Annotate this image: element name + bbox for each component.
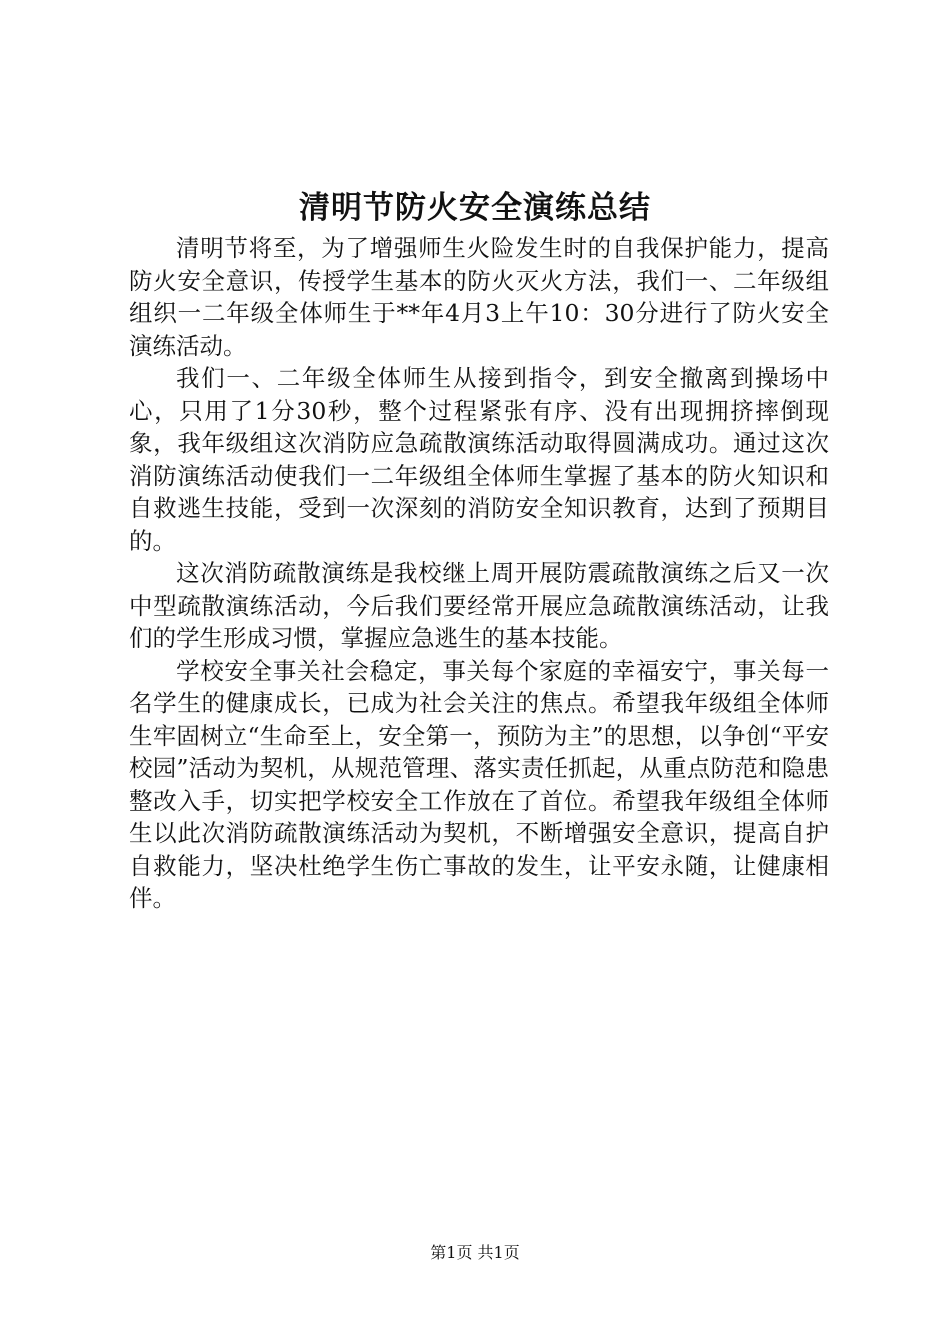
paragraph-4: 学校安全事关社会稳定，事关每个家庭的幸福安宁，事关每一名学生的健康成长，已成为社会关注的焦点。希望我年级组全体师生牢固树立“生命至上，安全第一，预防为主”的思想，以争创“平安校园”活动为契机，从规范管理、落实责任抓起，从重点防范和隐患整改入手，切实把学校安全工作放在了首位。希望我年级组全体师生以此次消防疏散演练活动为契机，不断增强安全意识，提高自护自救能力，坚决杜绝学生伤亡事故的发生，让平安永随，让健康相伴。 bbox=[129, 656, 829, 912]
document-title: 清明节防火安全演练总结 bbox=[299, 190, 651, 226]
paragraph-1: 清明节将至，为了增强师生火险发生时的自我保护能力，提高防火安全意识，传授学生基本的防火灭火方法，我们一、二年级组组织一二年级全体师生于**年4月3上午10：30分进行了防火安全演练活动。 bbox=[129, 234, 829, 360]
document-body bbox=[129, 232, 829, 915]
page-number-footer: 第1页 共1页 bbox=[430, 1243, 520, 1262]
paragraph-2: 我们一、二年级全体师生从接到指令，到安全撤离到操场中心，只用了1分30秒，整个过程紧张有序、没有出现拥挤摔倒现象，我年级组这次消防应急疏散演练活动取得圆满成功。通过这次消防演练活动使我们一二年级组全体师生掌握了基本的防火知识和自救逃生技能，受到一次深刻的消防安全知识教育，达到了预期目的。 bbox=[129, 364, 829, 555]
paragraph-3: 这次消防疏散演练是我校继上周开展防震疏散演练之后又一次中型疏散演练活动，今后我们要经常开展应急疏散演练活动，让我们的学生形成习惯，掌握应急逃生的基本技能。 bbox=[129, 559, 829, 652]
